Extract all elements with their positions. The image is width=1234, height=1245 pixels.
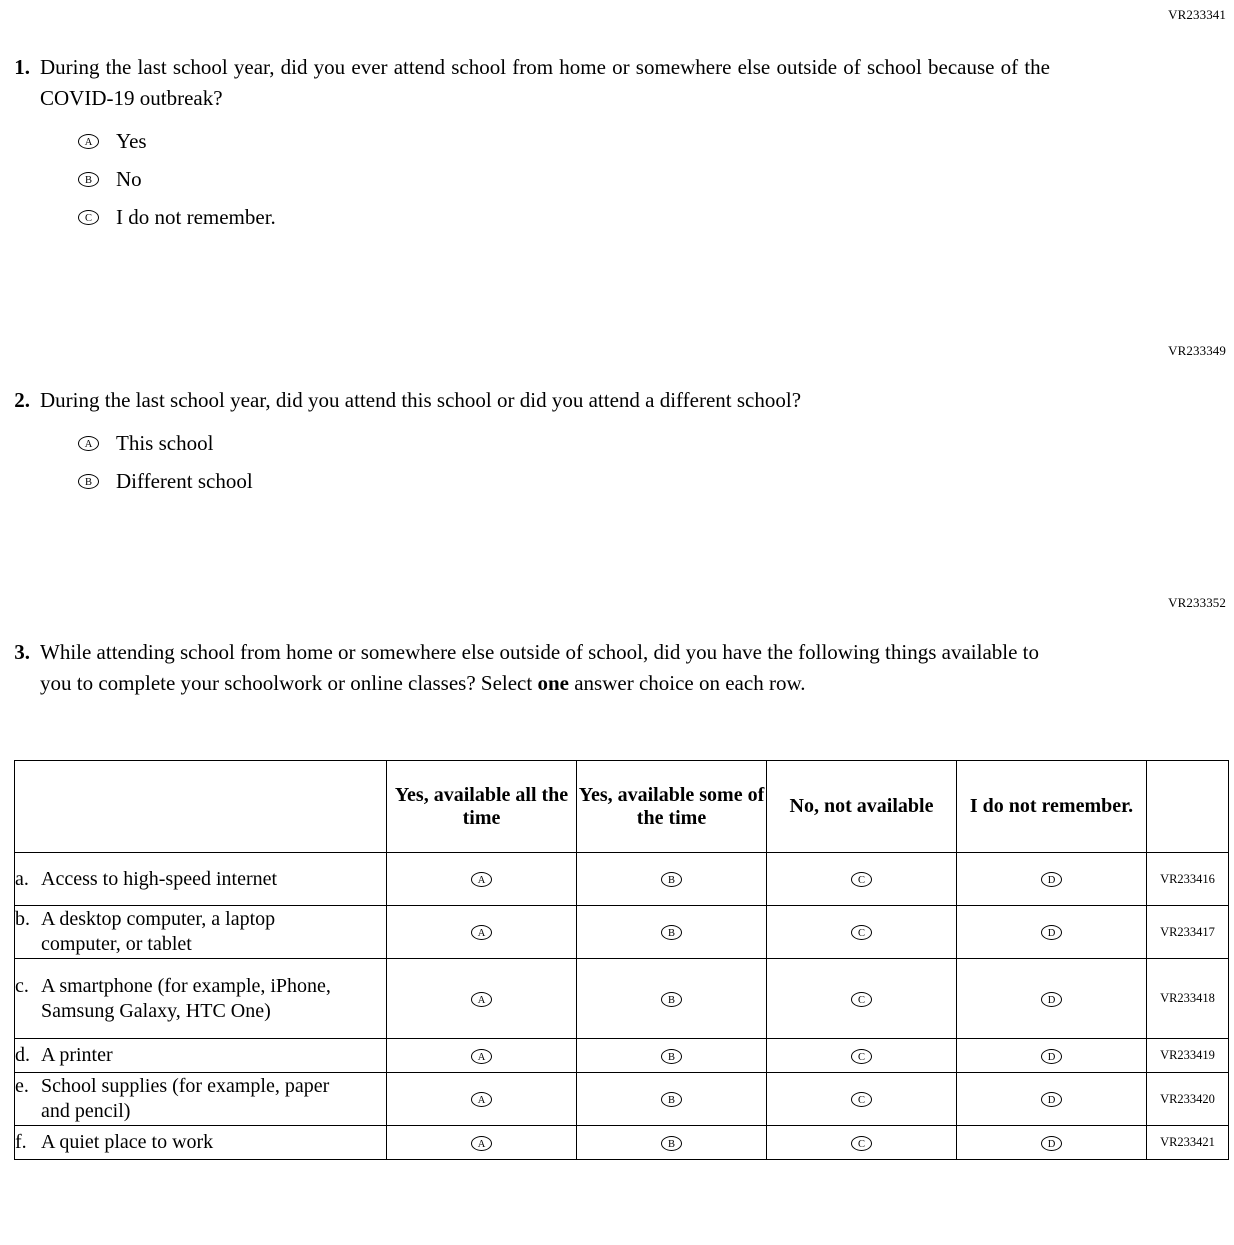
grid-choice-cell[interactable] bbox=[387, 1039, 577, 1073]
bubble-d-icon[interactable]: D bbox=[1041, 992, 1062, 1007]
bubble-b-icon[interactable]: B bbox=[661, 1092, 682, 1107]
option-row[interactable] bbox=[78, 166, 1234, 192]
grid-choice-cell[interactable] bbox=[577, 1039, 767, 1073]
grid-item-letter: b. bbox=[15, 908, 30, 930]
option-label: No bbox=[116, 167, 142, 191]
bubble-a-icon[interactable]: A bbox=[471, 1136, 492, 1151]
option-label: This school bbox=[116, 431, 214, 455]
bubble-b-icon[interactable]: B bbox=[661, 1049, 682, 1064]
grid-item-letter: f. bbox=[15, 1131, 27, 1153]
grid-item-text: School supplies (for example, paper and pencil) bbox=[41, 1075, 330, 1122]
grid-header-all-the-time: Yes, available all the time bbox=[387, 761, 577, 853]
table-row bbox=[15, 853, 1229, 906]
grid-item-letter: a. bbox=[15, 867, 29, 890]
bubble-d-icon[interactable]: D bbox=[1041, 1092, 1062, 1107]
bubble-a-icon[interactable]: A bbox=[471, 872, 492, 887]
grid-choice-cell[interactable] bbox=[387, 906, 577, 959]
bubble-b-icon[interactable]: B bbox=[661, 925, 682, 940]
question-1-text: During the last school year, did you ever attend school from home or somewhere else outside of school because of the COVID-19 outbreak? bbox=[40, 55, 1050, 110]
bubble-c-icon[interactable]: C bbox=[851, 1049, 872, 1064]
grid-choice-cell[interactable] bbox=[577, 1126, 767, 1160]
table-row bbox=[15, 906, 1229, 959]
bubble-c-icon[interactable]: C bbox=[851, 872, 872, 887]
vr-code-q3: VR233352 bbox=[1168, 595, 1226, 610]
question-3-text-part1: While attending school from home or somewhere else outside of school, did you have the following things available to you to complete your schoolwork or online classes? Select bbox=[40, 640, 1040, 695]
table-row bbox=[15, 959, 1229, 1039]
grid-choice-cell[interactable] bbox=[387, 1126, 577, 1160]
grid-choice-cell[interactable] bbox=[767, 906, 957, 959]
question-1-options bbox=[78, 128, 1234, 230]
grid-item-letter: e. bbox=[15, 1075, 29, 1097]
bubble-d-icon[interactable]: D bbox=[1041, 872, 1062, 887]
grid-item-text: A smartphone (for example, iPhone, Samsung Galaxy, HTC One) bbox=[41, 974, 331, 1022]
option-row[interactable] bbox=[78, 204, 1234, 230]
grid-choice-cell[interactable] bbox=[577, 959, 767, 1039]
grid-row-vr-code: VR233419 bbox=[1147, 1039, 1229, 1073]
grid-item-text: A desktop computer, a laptop computer, or tablet bbox=[41, 908, 276, 955]
grid-choice-cell[interactable] bbox=[387, 959, 577, 1039]
question-1-number: 1. bbox=[14, 55, 30, 79]
grid-row-vr-code: VR233417 bbox=[1147, 906, 1229, 959]
table-row bbox=[15, 1039, 1229, 1073]
grid-item-letter: d. bbox=[15, 1044, 30, 1066]
grid-header-not-available: No, not available bbox=[767, 761, 957, 853]
bubble-b-icon[interactable]: B bbox=[78, 474, 99, 489]
grid-choice-cell[interactable] bbox=[957, 1126, 1147, 1160]
bubble-d-icon[interactable]: D bbox=[1041, 1136, 1062, 1151]
question-2-number: 2. bbox=[14, 388, 30, 412]
bubble-d-icon[interactable]: D bbox=[1041, 925, 1062, 940]
grid-choice-cell[interactable] bbox=[957, 1039, 1147, 1073]
question-2-options bbox=[78, 430, 1234, 494]
bubble-b-icon[interactable]: B bbox=[661, 872, 682, 887]
bubble-c-icon[interactable]: C bbox=[851, 1092, 872, 1107]
bubble-c-icon[interactable]: C bbox=[851, 925, 872, 940]
bubble-a-icon[interactable]: A bbox=[471, 925, 492, 940]
grid-choice-cell[interactable] bbox=[767, 1073, 957, 1126]
grid-choice-cell[interactable] bbox=[387, 853, 577, 906]
grid-item-label bbox=[15, 1073, 387, 1126]
grid-choice-cell[interactable] bbox=[577, 853, 767, 906]
grid-header-do-not-remember: I do not remember. bbox=[957, 761, 1147, 853]
grid-choice-cell[interactable] bbox=[767, 1039, 957, 1073]
grid-item-label bbox=[15, 1039, 387, 1073]
question-1 bbox=[0, 52, 1234, 242]
grid-choice-cell[interactable] bbox=[957, 906, 1147, 959]
grid-header-row bbox=[15, 761, 1229, 853]
grid-item-letter: c. bbox=[15, 974, 29, 997]
table-row bbox=[15, 1073, 1229, 1126]
bubble-a-icon[interactable]: A bbox=[471, 992, 492, 1007]
grid-item-text: A quiet place to work bbox=[41, 1131, 214, 1153]
bubble-a-icon[interactable]: A bbox=[78, 134, 99, 149]
bubble-a-icon[interactable]: A bbox=[78, 436, 99, 451]
question-2 bbox=[0, 385, 1234, 506]
option-label: I do not remember. bbox=[116, 205, 276, 229]
grid-row-vr-code: VR233420 bbox=[1147, 1073, 1229, 1126]
grid-row-vr-code: VR233416 bbox=[1147, 853, 1229, 906]
grid-choice-cell[interactable] bbox=[577, 1073, 767, 1126]
grid-item-label bbox=[15, 1126, 387, 1160]
grid-item-text: Access to high-speed internet bbox=[41, 867, 278, 890]
grid-item-label bbox=[15, 853, 387, 906]
question-2-text: During the last school year, did you attend this school or did you attend a different school? bbox=[40, 388, 802, 412]
question-3-number: 3. bbox=[14, 640, 30, 664]
grid-row-vr-code: VR233418 bbox=[1147, 959, 1229, 1039]
vr-code-q1: VR233341 bbox=[1168, 7, 1226, 22]
option-label: Yes bbox=[116, 129, 147, 153]
grid-item-text: A printer bbox=[41, 1044, 113, 1066]
bubble-a-icon[interactable]: A bbox=[471, 1092, 492, 1107]
vr-code-q2: VR233349 bbox=[1168, 343, 1226, 358]
bubble-c-icon[interactable]: C bbox=[851, 992, 872, 1007]
bubble-c-icon[interactable]: C bbox=[78, 210, 99, 225]
grid-item-label bbox=[15, 959, 387, 1039]
bubble-a-icon[interactable]: A bbox=[471, 1049, 492, 1064]
grid-row-vr-code: VR233421 bbox=[1147, 1126, 1229, 1160]
question-3 bbox=[0, 637, 1234, 699]
bubble-d-icon[interactable]: D bbox=[1041, 1049, 1062, 1064]
bubble-b-icon[interactable]: B bbox=[661, 1136, 682, 1151]
grid-header-blank bbox=[15, 761, 387, 853]
availability-grid bbox=[14, 760, 1220, 1160]
bubble-b-icon[interactable]: B bbox=[78, 172, 99, 187]
grid-choice-cell[interactable] bbox=[957, 1073, 1147, 1126]
option-row[interactable] bbox=[78, 468, 1234, 494]
grid-item-label bbox=[15, 906, 387, 959]
grid-choice-cell[interactable] bbox=[767, 1126, 957, 1160]
question-3-text-emphasis: one bbox=[537, 671, 569, 695]
option-label: Different school bbox=[116, 469, 253, 493]
grid-choice-cell[interactable] bbox=[957, 959, 1147, 1039]
grid-header-some-of-the-time: Yes, available some of the time bbox=[577, 761, 767, 853]
grid-choice-cell[interactable] bbox=[957, 853, 1147, 906]
option-row[interactable] bbox=[78, 430, 1234, 456]
bubble-c-icon[interactable]: C bbox=[851, 1136, 872, 1151]
grid-header-vr bbox=[1147, 761, 1229, 853]
grid-choice-cell[interactable] bbox=[387, 1073, 577, 1126]
grid-choice-cell[interactable] bbox=[767, 853, 957, 906]
question-3-text bbox=[40, 637, 1040, 699]
bubble-b-icon[interactable]: B bbox=[661, 992, 682, 1007]
question-3-text-part2: answer choice on each row. bbox=[568, 671, 806, 695]
grid-choice-cell[interactable] bbox=[577, 906, 767, 959]
table-row bbox=[15, 1126, 1229, 1160]
option-row[interactable] bbox=[78, 128, 1234, 154]
grid-choice-cell[interactable] bbox=[767, 959, 957, 1039]
